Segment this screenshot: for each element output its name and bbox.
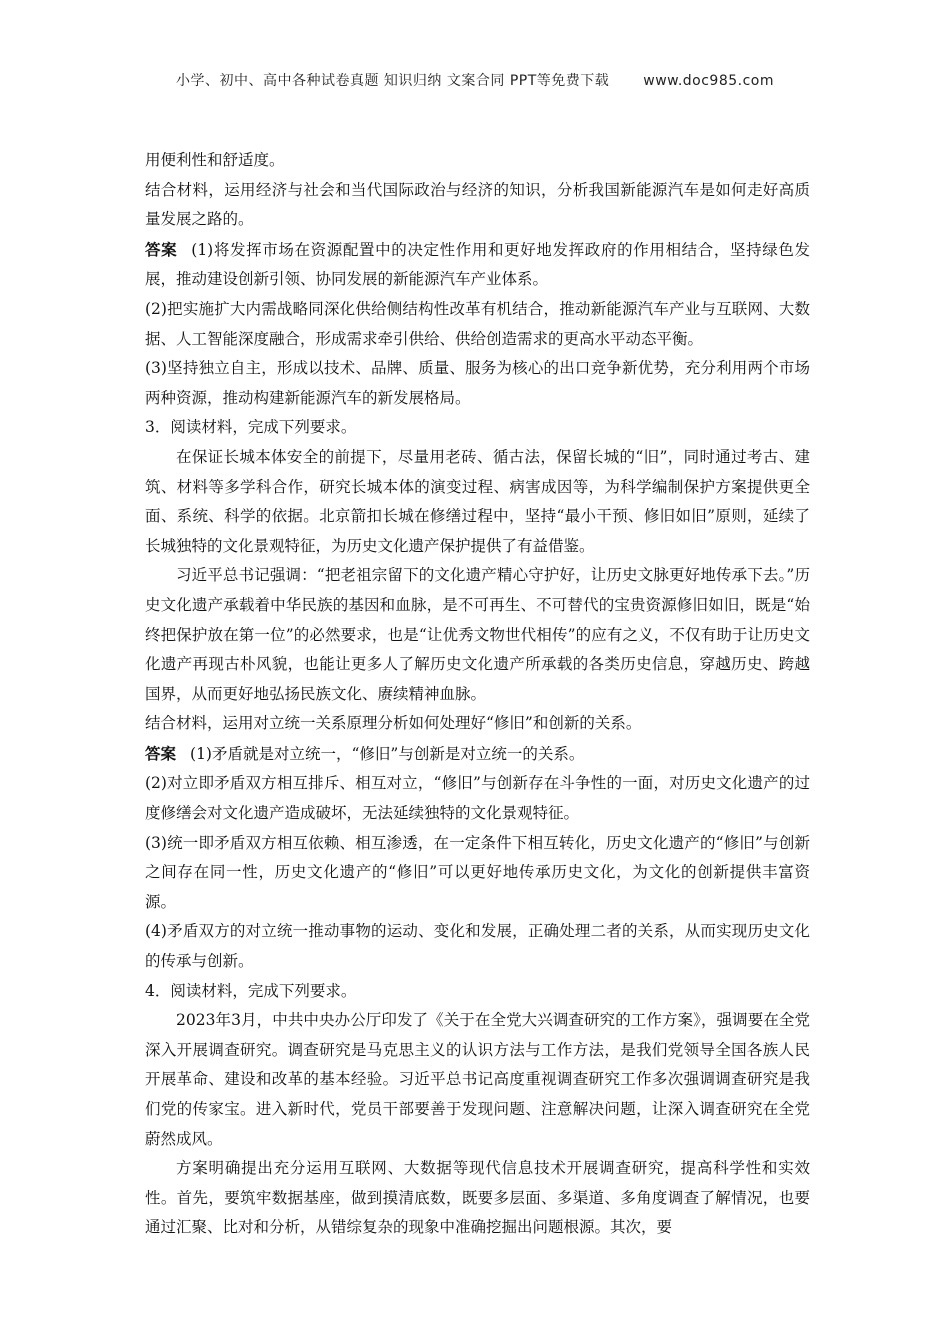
q3-answer-3: (3)统一即矛盾双方相互依赖、相互渗透，在一定条件下相互转化，历史文化遗产的“修旧”与创新之间存在同一性，历史文化遗产的“修旧”可以更好地传承历史文化，为文化的创新提供丰富资源。 — [145, 833, 810, 911]
q4-material-2: 方案明确提出充分运用互联网、大数据等现代信息技术开展调查研究，提高科学性和实效性。首先，要筑牢数据基座，做到摸清底数，既要多层面、多渠道、多角度调查了解情况，也要通过汇聚、比对和分析，从错综复杂的现象中准确挖掘出问题根源。其次，要 — [145, 1159, 810, 1237]
q3-prompt: 结合材料，运用对立统一关系原理分析如何处理好“修旧”和创新的关系。 — [145, 714, 642, 733]
q4-title: 4．阅读材料，完成下列要求。 — [145, 981, 357, 1000]
q2-answer-3: (3)坚持独立自主，形成以技术、品牌、质量、服务为核心的出口竞争新优势，充分利用两个市场两种资源，推动构建新能源汽车的新发展格局。 — [145, 359, 810, 407]
q3-answer-2: (2)对立即矛盾双方相互排斥、相互对立，“修旧”与创新存在斗争性的一面，对历史文化遗产的过度修缮会对文化遗产造成破坏，无法延续独特的文化景观特征。 — [145, 774, 810, 823]
answer-label: 答案 — [145, 239, 178, 259]
q3-material-1: 在保证长城本体安全的前提下，尽量用老砖、循古法，保留长城的“旧”，同时通过考古、建筑、材料等多学科合作，研究长城本体的演变过程、病害成因等，为科学编制保护方案提供更全面、系统、科学的依据。北京箭扣长城在修缮过程中，坚持“最小干预、修旧如旧”原则，延续了长城独特的文化景观特征，为历史文化遗产保护提供了有益借鉴。 — [145, 447, 810, 555]
document-body — [145, 146, 810, 1243]
answer-text: (1)将发挥市场在资源配置中的决定性作用和更好地发挥政府的作用相结合，坚持绿色发展，推动建设创新引领、协同发展的新能源汽车产业体系。 — [145, 240, 810, 289]
q2-answer-1 — [145, 235, 810, 295]
q3-title: 3．阅读材料，完成下列要求。 — [145, 418, 357, 437]
page-header — [0, 70, 950, 90]
answer-label: 答案 — [145, 743, 177, 763]
q2-answer-2: (2)把实施扩大内需战略同深化供给侧结构性改革有机结合，推动新能源汽车产业与互联网、大数据、人工智能深度融合，形成需求牵引供给、供给创造需求的更高水平动态平衡。 — [145, 299, 810, 348]
header-text: 小学、初中、高中各种试卷真题 知识归纳 文案合同 PPT等免费下载 — [175, 73, 610, 89]
q2-prompt: 结合材料，运用经济与社会和当代国际政治与经济的知识，分析我国新能源汽车是如何走好高质量发展之路的。 — [145, 180, 810, 229]
q4-material-1: 2023年3月，中共中央办公厅印发了《关于在全党大兴调查研究的工作方案》，强调要在全党深入开展调查研究。调查研究是马克思主义的认识方法与工作方法，是我们党领导全国各族人民开展革命、建设和改革的基本经验。习近平总书记高度重视调查研究工作多次强调调查研究是我们党的传家宝。进入新时代，党员干部要善于发现问题、注意解决问题，让深入调查研究在全党蔚然成风。 — [145, 1011, 810, 1148]
q3-answer-1 — [145, 739, 810, 770]
header-site[interactable]: www.doc985.com — [643, 73, 775, 89]
answer-text: (1)矛盾就是对立统一，“修旧”与创新是对立统一的关系。 — [190, 744, 585, 763]
q3-answer-4: (4)矛盾双方的对立统一推动事物的运动、变化和发展，正确处理二者的关系，从而实现历史文化的传承与创新。 — [145, 922, 810, 971]
q3-material-2: 习近平总书记强调：“把老祖宗留下的文化遗产精心守护好，让历史文脉更好地传承下去。”历史文化遗产承载着中华民族的基因和血脉，是不可再生、不可替代的宝贵资源修旧如旧，既是“始终把保护放在第一位”的必然要求，也是“让优秀文物世代相传”的应有之义，不仅有助于让历史文化遗产再现古朴风貌，也能让更多人了解历史文化遗产所承载的各类历史信息，穿越历史、跨越国界，从而更好地弘扬民族文化、赓续精神血脉。 — [145, 566, 810, 703]
q2-continuation: 用便利性和舒适度。 — [145, 151, 285, 169]
